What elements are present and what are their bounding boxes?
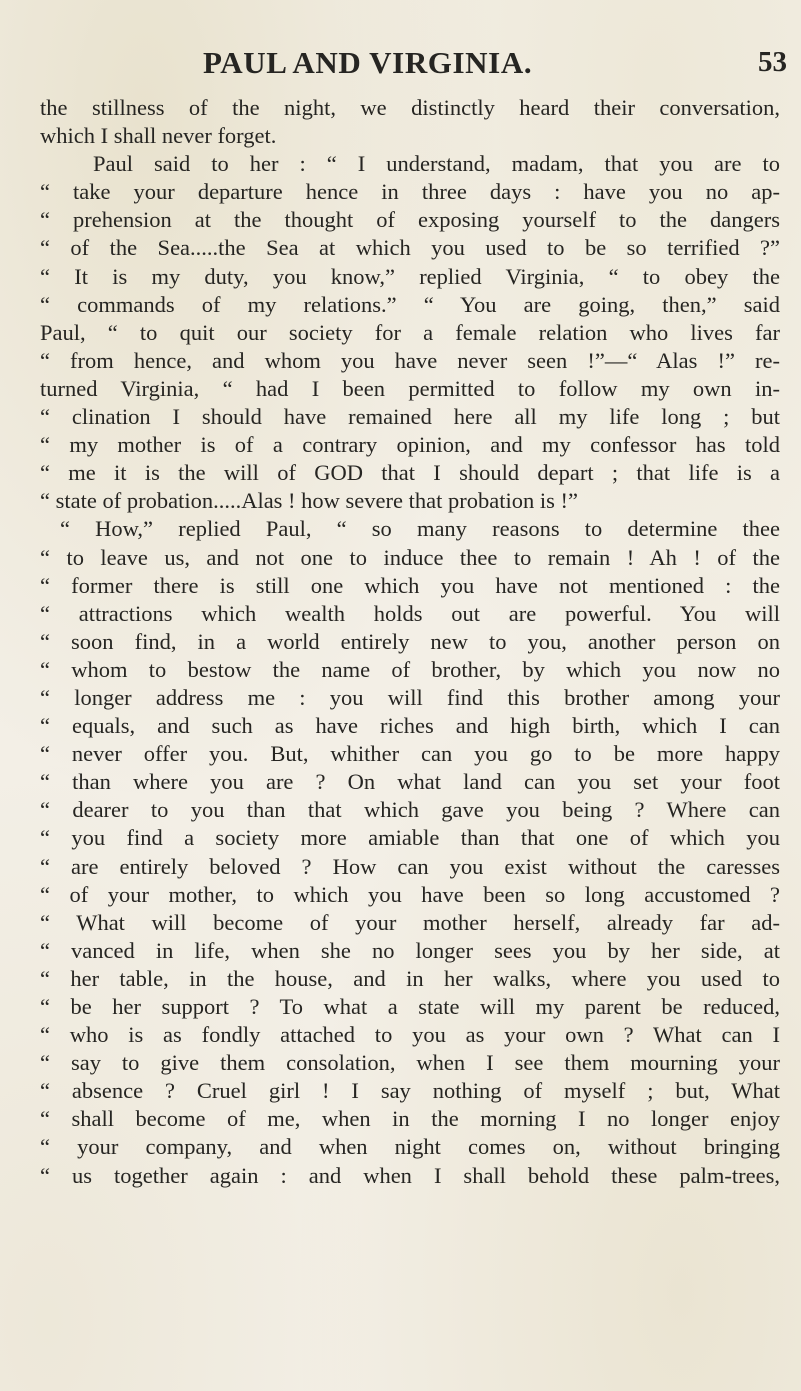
text-line: “ former there is still one which you have not mentioned : the bbox=[40, 572, 780, 598]
text-line: “ It is my duty, you know,” replied Virginia, “ to obey the bbox=[40, 263, 780, 289]
body-text bbox=[40, 94, 780, 1190]
text-line: “ say to give them consolation, when I see them mourning your bbox=[40, 1050, 780, 1076]
text-line: “ How,” replied Paul, “ so many reasons to determine thee bbox=[60, 516, 780, 542]
text-line: “ longer address me : you will find this brother among your bbox=[40, 684, 780, 710]
text-line: “ me it is the will of GOD that I should depart ; that life is a bbox=[40, 460, 780, 486]
text-line: “ from hence, and whom you have never seen !”—“ Alas !” re- bbox=[40, 347, 780, 373]
text-line: which I shall never forget. bbox=[40, 123, 277, 149]
text-line: Paul said to her : “ I understand, madam, that you are to bbox=[93, 151, 780, 177]
text-line: “ my mother is of a contrary opinion, and my confessor has told bbox=[40, 432, 780, 458]
text-line: “ who is as fondly attached to you as your own ? What can I bbox=[40, 1022, 780, 1048]
text-line: “ commands of my relations.” “ You are going, then,” said bbox=[40, 291, 780, 317]
text-line: “ soon find, in a world entirely new to you, another person on bbox=[40, 628, 780, 654]
text-line: Paul, “ to quit our society for a female relation who lives far bbox=[40, 319, 780, 345]
text-line: turned Virginia, “ had I been permitted to follow my own in- bbox=[40, 375, 780, 401]
text-line: “ her table, in the house, and in her walks, where you used to bbox=[40, 965, 780, 991]
text-line: “ vanced in life, when she no longer sees you by her side, at bbox=[40, 937, 780, 963]
text-line: “ never offer you. But, whither can you go to be more happy bbox=[40, 741, 780, 767]
text-line: “ shall become of me, when in the morning I no longer enjoy bbox=[40, 1106, 780, 1132]
text-line: “ are entirely beloved ? How can you exist without the caresses bbox=[40, 853, 780, 879]
text-line: “ attractions which wealth holds out are powerful. You will bbox=[40, 600, 780, 626]
text-line: “ take your departure hence in three days : have you no ap- bbox=[40, 179, 780, 205]
text-line: “ dearer to you than that which gave you being ? Where can bbox=[40, 797, 780, 823]
text-line: “ us together again : and when I shall behold these palm-trees, bbox=[40, 1162, 780, 1188]
page-number: 53 bbox=[758, 46, 787, 78]
text-line: “ state of probation.....Alas ! how severe that probation is !” bbox=[40, 488, 578, 514]
text-line: “ What will become of your mother herself, already far ad- bbox=[40, 909, 780, 935]
text-line: “ equals, and such as have riches and high birth, which I can bbox=[40, 713, 780, 739]
text-line: “ of your mother, to which you have been so long accustomed ? bbox=[40, 881, 780, 907]
page-header bbox=[0, 45, 801, 87]
text-line: “ whom to bestow the name of brother, by which you now no bbox=[40, 656, 780, 682]
text-line: the stillness of the night, we distinctly heard their conversation, bbox=[40, 95, 780, 120]
text-line: “ prehension at the thought of exposing yourself to the dangers bbox=[40, 207, 780, 233]
text-line: “ clination I should have remained here all my life long ; but bbox=[40, 404, 780, 430]
running-title: PAUL AND VIRGINIA. bbox=[203, 45, 533, 80]
text-line: “ to leave us, and not one to induce thee to remain ! Ah ! of the bbox=[40, 544, 780, 570]
text-line: “ your company, and when night comes on, without bringing bbox=[40, 1134, 780, 1160]
text-line: “ than where you are ? On what land can you set your foot bbox=[40, 769, 780, 795]
text-line: “ you find a society more amiable than that one of which you bbox=[40, 825, 780, 851]
text-line: “ of the Sea.....the Sea at which you used to be so terrified ?” bbox=[40, 235, 780, 261]
text-line: “ be her support ? To what a state will my parent be reduced, bbox=[40, 994, 780, 1019]
text-line: “ absence ? Cruel girl ! I say nothing of myself ; but, What bbox=[40, 1078, 780, 1104]
